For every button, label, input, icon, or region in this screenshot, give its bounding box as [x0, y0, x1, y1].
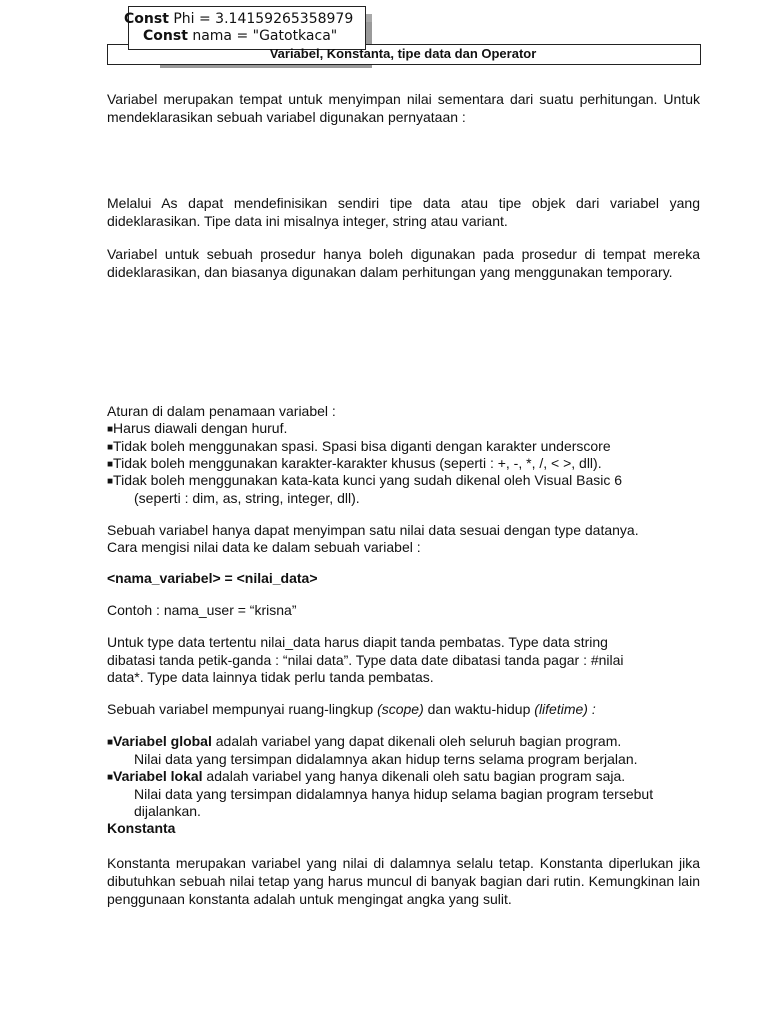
bullet-square-icon: ■: [107, 442, 114, 453]
global-variable-item: ■Variabel global adalah variabel yang dapat dikenali oleh seluruh bagian program.: [107, 733, 622, 749]
const-keyword-1: Const: [124, 11, 169, 27]
const-phi-value: Phi = 3.14159265358979: [168, 11, 354, 27]
rule-item-4: ■Tidak boleh menggunakan kata-kata kunci yang sudah dikenal oleh Visual Basic 6: [107, 472, 623, 488]
global-variable-term: Variabel global: [113, 733, 212, 749]
local-variable-term: Variabel lokal: [113, 768, 203, 784]
paragraph-delimiters-2: dibatasi tanda petik-ganda : “nilai data”. Type data date dibatasi tanda pagar : #nilai: [107, 652, 624, 668]
rules-heading: Aturan di dalam penamaan variabel :: [107, 403, 336, 419]
const-nama-value: nama = "Gatotkaca": [187, 28, 338, 44]
assignment-syntax: <nama_variabel> = <nilai_data>: [107, 570, 318, 586]
local-variable-continuation-2: dijalankan.: [134, 803, 201, 819]
paragraph-as-definition: Melalui As dapat mendefinisikan sendiri tipe data atau tipe objek dari variabel yang dideklarasikan. Tipe data ini misalnya integer, string atau variant.: [107, 195, 700, 229]
local-variable-continuation-1: Nilai data yang tersimpan didalamnya hanya hidup selama bagian program tersebut: [134, 786, 654, 802]
rule-item-4-continuation: (seperti : dim, as, string, integer, dll).: [134, 490, 360, 506]
const-nama-line: [143, 27, 337, 45]
rule-item-3: ■Tidak boleh menggunakan karakter-karakter khusus (seperti : +, -, *, /, < >, dll).: [107, 455, 602, 471]
paragraph-delimiters-3: data*. Type data lainnya tidak perlu tanda pembatas.: [107, 669, 434, 685]
bullet-square-icon: ■: [107, 737, 114, 748]
const-keyword-2: Const: [143, 28, 188, 44]
bullet-square-icon: ■: [107, 476, 114, 487]
rule-item-1: ■Harus diawali dengan huruf.: [107, 420, 288, 436]
rule-item-2: ■Tidak boleh menggunakan spasi. Spasi bisa diganti dengan karakter underscore: [107, 438, 611, 454]
bullet-square-icon: ■: [107, 424, 114, 435]
paragraph-variabel-intro: Variabel merupakan tempat untuk menyimpan nilai sementara dari suatu perhitungan. Untuk mendeklarasikan sebuah variabel digunakan pernyataan :: [107, 91, 700, 125]
lifetime-term: (lifetime) :: [534, 701, 596, 717]
paragraph-konstanta: Konstanta merupakan variabel yang nilai di dalamnya selalu tetap. Konstanta diperlukan jika dibutuhkan sebuah nilai tetap yang harus muncul di banyak bagian dari rutin. Kemungkinan lain penggunaan konstanta adalah untuk mengingat angka yang sulit.: [107, 855, 700, 907]
local-variable-item: ■Variabel lokal adalah variabel yang hanya dikenali oleh satu bagian program saja.: [107, 768, 626, 784]
const-phi-line: [124, 10, 353, 28]
global-variable-continuation: Nilai data yang tersimpan didalamnya akan hidup terns selama program berjalan.: [134, 751, 638, 767]
scope-term: (scope): [377, 701, 424, 717]
bullet-square-icon: ■: [107, 459, 114, 470]
paragraph-procedure-scope: Variabel untuk sebuah prosedur hanya boleh digunakan pada prosedur di tempat mereka dideklarasikan, dan biasanya digunakan dalam perhitungan yang menggunakan temporary.: [107, 246, 700, 280]
paragraph-single-value-1: Sebuah variabel hanya dapat menyimpan satu nilai data sesuai dengan type datanya.: [107, 522, 639, 538]
document-title: Variabel, Konstanta, tipe data dan Operator: [269, 46, 537, 61]
paragraph-delimiters-1: Untuk type data tertentu nilai_data harus diapit tanda pembatas. Type data string: [107, 634, 608, 650]
konstanta-heading: Konstanta: [107, 820, 176, 836]
example-line: Contoh : nama_user = “krisna”: [107, 602, 297, 618]
scope-lifetime-line: Sebuah variabel mempunyai ruang-lingkup (scope) dan waktu-hidup (lifetime) :: [107, 701, 596, 717]
paragraph-single-value-2: Cara mengisi nilai data ke dalam sebuah variabel :: [107, 539, 421, 555]
bullet-square-icon: ■: [107, 772, 114, 783]
